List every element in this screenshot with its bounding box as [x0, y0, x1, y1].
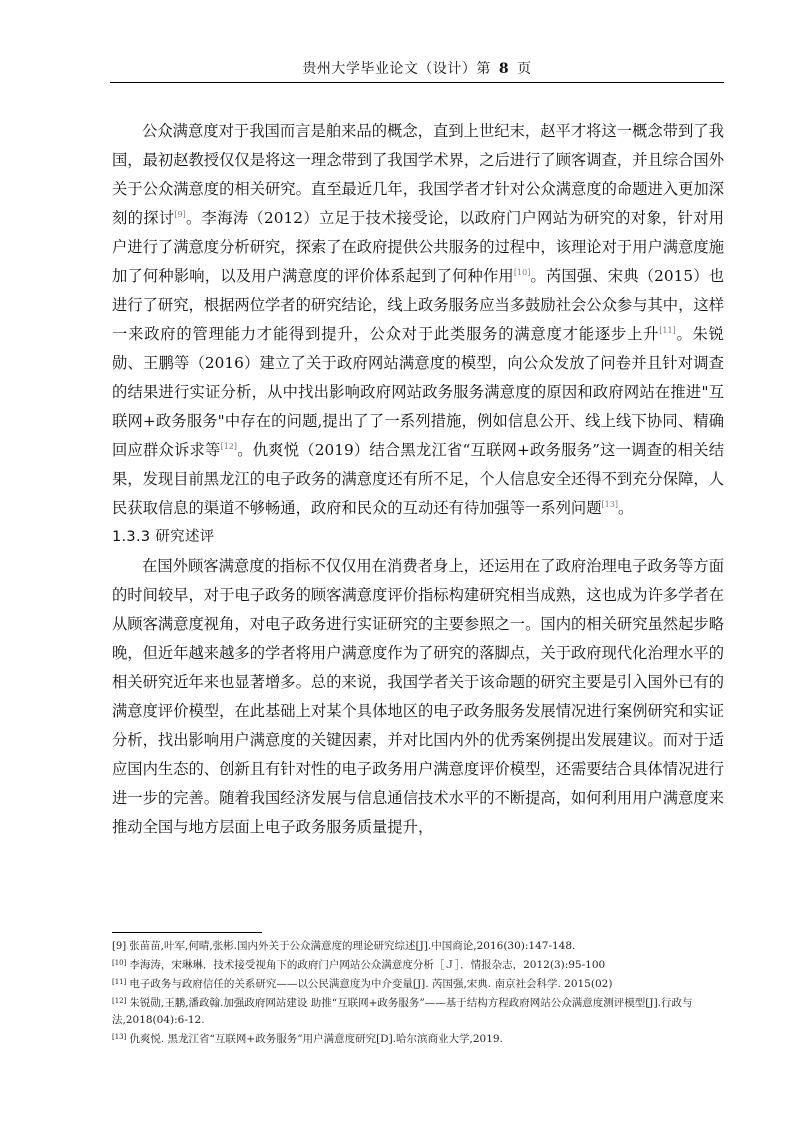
footnote-text: 李海涛，宋琳琳．技术接受视角下的政府门户网站公众满意度分析［Ｊ］．情报杂志，2012(3):95-100 [129, 959, 606, 971]
section-heading: 1.3.3 研究述评 [112, 529, 215, 545]
footnote-9 [112, 938, 724, 955]
footnote-12 [112, 993, 724, 1029]
text-run: 。芮国强、宋典（2015）也进行了研究，根据两位学者的研究结论，线上政务服务应当多鼓励社会公众参与其中，这样一来政府的管理能力才能得到提升，公众对于此类服务的满意度才能逐步上升 [112, 267, 724, 343]
citation-10: [10] [513, 268, 531, 277]
citation-11: [11] [659, 326, 676, 335]
footnote-mark: [11] [112, 978, 127, 986]
text-run: 公众满意度对于我国而言是舶来品的概念，直到上世纪末，赵平才将这一概念带到了我国，最初赵教授仅仅是将这一理念带到了我国学术界，之后进行了顾客调查，并且综合国外关于公众满意度的相关研究。直至最近几年，我国学者才针对公众满意度的命题进入更加深刻的探讨 [112, 122, 724, 227]
paragraph-literature-review [112, 117, 724, 523]
footnote-mark: [9] [112, 941, 127, 952]
footnote-13 [112, 1029, 724, 1048]
footnote-mark: [10] [112, 959, 127, 967]
header-rule [110, 82, 724, 83]
text-run: 。李海涛（2012）立足于技术接受论，以政府门户网站为研究的对象，针对用户进行了满意度分析研究，探索了在政府提供公共服务的过程中，该理论对于用户满意度施加了何种影响，以及用户满意度的评价体系起到了何种作用 [112, 209, 724, 285]
footnote-text: 仇爽悦. 黑龙江省“互联网+政务服务”用户满意度研究[D].哈尔滨商业大学,2019. [129, 1033, 503, 1045]
text-run: 。 [617, 499, 634, 517]
footnote-text: 电子政务与政府信任的关系研究——以公民满意度为中介变量[J]. 芮国强,宋典. 南京社会科学. 2015(02) [129, 978, 613, 990]
footnote-mark: [12] [112, 997, 127, 1005]
citation-9: [9] [174, 210, 186, 219]
page-header [110, 58, 724, 78]
text-run: 。朱锐勋、王鹏等（2016）建立了关于政府网站满意度的模型，向公众发放了问卷并且针对调查的结果进行实证分析，从中找出影响政府网站政务服务满意度的原因和政府网站在推进"互联网+政务服务"中存在的问题,提出了了一系列措施，例如信息公开、线上线下协同、精确回应群众诉求等 [112, 325, 724, 459]
citation-13: [13] [601, 500, 618, 509]
header-page-suffix: 页 [517, 61, 532, 77]
footnote-separator [112, 932, 262, 933]
footnote-mark: [13] [112, 1033, 127, 1041]
citation-12: [12] [220, 442, 237, 451]
text-run: 。仇爽悦（2019）结合黑龙江省“互联网+政务服务”这一调查的相关结果，发现目前黑龙江的电子政务的满意度还有所不足，个人信息安全还得不到充分保障，人民获取信息的渠道不够畅通，政府和民众的互动还有待加强等一系列问题 [112, 441, 724, 517]
footnote-text: 张苗苗,叶军,何晴,张彬.国内外关于公众满意度的理论研究综述[J].中国商论,2016(30):147-148. [129, 940, 576, 952]
footnote-text: 朱锐勋,王鹏,潘政翰.加强政府网站建设 助推“互联网+政务服务”——基于结构方程政府网站公众满意度测评模型[J].行政与法,2018(04):6-12. [112, 997, 693, 1026]
header-title: 贵州大学毕业论文（设计）第 [302, 61, 491, 77]
page-number: 8 [498, 61, 510, 77]
paragraph-research-review: 在国外顾客满意度的指标不仅仅用在消费者身上，还运用在了政府治理电子政务等方面的时间较早，对于电子政务的顾客满意度评价指标构建研究相当成熟，这也成为许多学者在从顾客满意度视角，对电子政务进行实证研究的主要参照之一。国内的相关研究虽然起步略晚，但近年越来越多的学者将用户满意度作为了研究的落脚点，关于政府现代化治理水平的相关研究近年来也显著增多。总的来说，我国学者关于该命题的研究主要是引入国外已有的满意度评价模型，在此基础上对某个具体地区的电子政务服务发展情况进行案例研究和实证分析，找出影响用户满意度的关键因素，并对比国内外的优秀案例提出发展建议。而对于适应国内生态的、创新且有针对性的电子政务用户满意度评价模型，还需要结合具体情况进行进一步的完善。随着我国经济发展与信息通信技术水平的不断提高，如何利用用户满意度来推动全国与地方层面上电子政务服务质量提升， [112, 557, 724, 836]
body-text [112, 117, 724, 842]
footnotes [112, 938, 724, 1048]
footnote-10 [112, 955, 724, 974]
footnote-11 [112, 974, 724, 993]
